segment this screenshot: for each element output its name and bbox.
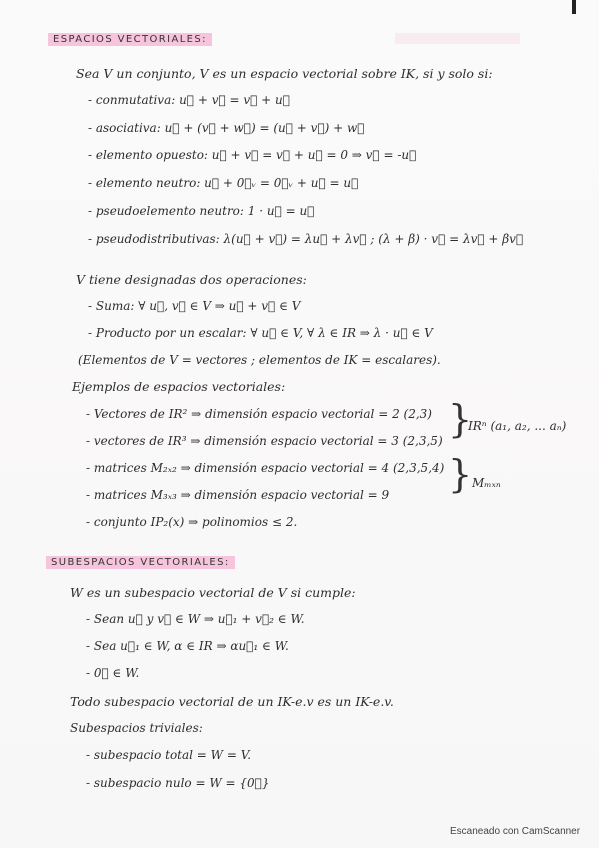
operation-item: - Producto por un escalar: ∀ u⃗ ∈ V, ∀ λ ∈ IR ⇒ λ · u⃗ ∈ V bbox=[88, 326, 433, 340]
condition-item: - Sean u⃗ y v⃗ ∈ W ⇒ u⃗₁ + v⃗₂ ∈ W. bbox=[86, 612, 305, 626]
elements-note: (Elementos de V = vectores ; elementos de IK = escalares). bbox=[78, 353, 441, 367]
trivial-item: - subespacio total = W = V. bbox=[86, 748, 252, 762]
brace-icon: } bbox=[448, 452, 473, 496]
example-item: - vectores de IR³ ⇒ dimensión espacio vectorial = 3 (2,3,5) bbox=[86, 434, 443, 448]
scanner-watermark: Escaneado con CamScanner bbox=[450, 826, 581, 837]
brace-icon: } bbox=[448, 397, 473, 441]
example-item: - conjunto IP₂(x) ⇒ polinomios ≤ 2. bbox=[86, 515, 298, 529]
examples-intro: Ejemplos de espacios vectoriales: bbox=[72, 379, 286, 394]
example-item: - Vectores de IR² ⇒ dimensión espacio vectorial = 2 (2,3) bbox=[86, 407, 432, 421]
property-item: - elemento neutro: u⃗ + 0⃗ᵥ = 0⃗ᵥ + u⃗ = u⃗ bbox=[88, 176, 359, 190]
property-item: - pseudoelemento neutro: 1 · u⃗ = u⃗ bbox=[88, 204, 315, 218]
trivial-item: - subespacio nulo = W = {0⃗} bbox=[86, 776, 270, 790]
section-heading-espacios: ESPACIOS VECTORIALES: bbox=[48, 33, 212, 46]
property-item: - conmutativa: u⃗ + v⃗ = v⃗ + u⃗ bbox=[88, 93, 290, 107]
section-heading-subespacios: SUBESPACIOS VECTORIALES: bbox=[46, 556, 235, 569]
scan-edge-mark bbox=[572, 0, 576, 14]
example-item: - matrices M₂ₓ₂ ⇒ dimensión espacio vectorial = 4 (2,3,5,4) bbox=[86, 461, 445, 475]
bleed-through-highlight bbox=[395, 33, 520, 44]
condition-item: - Sea u⃗₁ ∈ W, α ∈ IR ⇒ αu⃗₁ ∈ W. bbox=[86, 639, 289, 653]
subspace-intro: W es un subespacio vectorial de V si cumple: bbox=[70, 585, 356, 600]
operations-intro: V tiene designadas dos operaciones: bbox=[76, 272, 307, 287]
property-item: - elemento opuesto: u⃗ + v⃗ = v⃗ + u⃗ = 0 ⇒ v⃗ = -u⃗ bbox=[88, 148, 417, 162]
side-note-rn: IRⁿ (a₁, a₂, ... aₙ) bbox=[468, 419, 567, 433]
property-item: - asociativa: u⃗ + (v⃗ + w⃗) = (u⃗ + v⃗) + w⃗ bbox=[88, 121, 365, 135]
subspace-statement: Todo subespacio vectorial de un IK-e.v es un IK-e.v. bbox=[70, 694, 394, 709]
intro-text: Sea V un conjunto, V es un espacio vectorial sobre IK, si y solo si: bbox=[76, 66, 493, 81]
side-note-mxn: Mₘₓₙ bbox=[472, 476, 501, 490]
trivial-intro: Subespacios triviales: bbox=[70, 721, 203, 735]
example-item: - matrices M₃ₓ₃ ⇒ dimensión espacio vectorial = 9 bbox=[86, 488, 390, 502]
operation-item: - Suma: ∀ u⃗, v⃗ ∈ V ⇒ u⃗ + v⃗ ∈ V bbox=[88, 299, 301, 313]
property-item: - pseudodistributivas: λ(u⃗ + v⃗) = λu⃗ + λv⃗ ; (λ + β) · v⃗ = λv⃗ + βv⃗ bbox=[88, 232, 524, 246]
condition-item: - 0⃗ ∈ W. bbox=[86, 666, 140, 680]
